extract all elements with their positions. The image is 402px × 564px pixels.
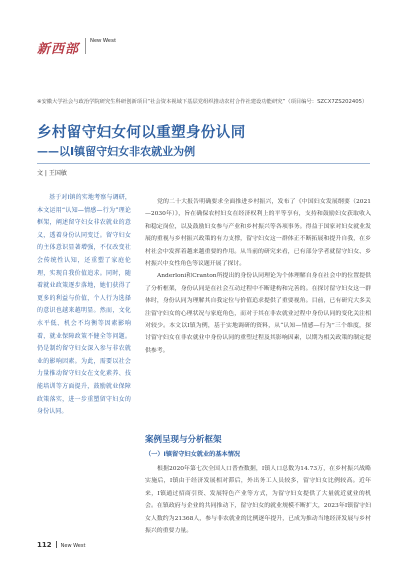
- footer-divider: [56, 541, 57, 548]
- footer-journal-name: New West: [60, 543, 86, 549]
- title-divider: [37, 163, 370, 164]
- journal-logo: 新西部: [37, 42, 80, 57]
- subsection-heading: （一）I镇留守妇女就业的基本情况: [145, 451, 241, 458]
- funding-note: ※安徽大学社会与政治学院研究生科研创新项目“社会资本视域下基层党组织推动农村合作社建设功能研究”（项目编号：SZCX7ZS202405）: [37, 99, 368, 105]
- logo-divider: [85, 38, 86, 54]
- journal-english-name: New West: [90, 38, 116, 44]
- body-paragraph-section: 根据2020年第七次全国人口普查数据，I镇人口总数为14.73万，在乡村振兴战略实施后，I镇由于经济发展相对滞后，外出务工人员较多，留守妇女比例较高。近年来，I镇通过招商引资、发展特色产业等方式，为留守妇女提供了大量就近就业的机会。在镇政府与企业的共同推动下，留守妇女的就业规模不断扩大，2023年I镇留守妇女人数约为21368人，参与非农就业的比例逐年提升，已成为推动当地经济发展与乡村振兴的重要力量。: [145, 466, 371, 535]
- section-heading: 案例呈现与分析框架: [145, 435, 222, 445]
- body-paragraph: 党的二十大报告明确要求全面推进乡村振兴，发布了《中国妇女发展纲要（2021—2030年）》，旨在确保农村妇女在经济权利上的平等享有，支持和鼓励妇女获取收入和稳定岗位，以及鼓励妇女参与产业和乡村振兴等各项事务。得益于国家对妇女就业发展的重视与乡村振兴政策的有力支撑，留守妇女这一群体正不断拓展和提升自我，在乡村社会中发挥着越来越重要的作用。从当前的研究来看，已有部分学者就留守妇女、乡村振兴中女性角色等议题开展了探讨。: [145, 199, 371, 268]
- article-title: 乡村留守妇女何以重塑身份认同: [37, 125, 246, 141]
- body-paragraph: Anderloni和Cranton所提出的身份认同理论为个体理解自身在社会中的位置提供了分析框架，身份认同是在社会互动过程中不断建构和完善的。在探讨留守妇女这一群体时，身份认同为理解其自我定位与价值追求提供了重要视角。目前，已有研究大多关注留守妇女的心理状况与家庭角色，而对于其在非农就业过程中身份认同的变化关注相对较少。本文以I镇为例，基于实地调研的资料，从“认知—情感—行为”三个维度，探讨留守妇女在非农就业中身份认同的重塑过程及其影响因素，以期为相关政策的制定提供参考。: [145, 273, 371, 354]
- body-paragraph-1: [145, 196, 371, 357]
- author-line: 文 | 王国敏: [37, 170, 67, 177]
- page-footer: [37, 541, 85, 549]
- page-number: 112: [37, 541, 52, 549]
- article-subtitle: ——以I镇留守妇女非农就业为例: [37, 145, 196, 158]
- masthead: [0, 0, 402, 66]
- abstract: 基于对I镇的实地考察与调研，本文运用“认知—情感—行为”理论框架，阐述留守妇女非农就业的意义，透着身份认同变迁。留守妇女的主体意识显著增强，不仅改变社会传统性认知，还重塑了家庭伦理，实现自我价值追求。同时，随着就业政策逐步落地，她们获得了更多的利益与价值，个人行为选择的意识也越来越明显。然而，文化水平低、机会不均衡等因素影响着，就业保障政策不健全等问题。仍是制约留守妇女深入参与非农就业的影响因素。为此，需要以社会力量推动留守妇女在文化素养、技能培训等方面提升，鼓励就业保障政策落实，进一步重塑留守妇女的身份认同。: [37, 194, 131, 416]
